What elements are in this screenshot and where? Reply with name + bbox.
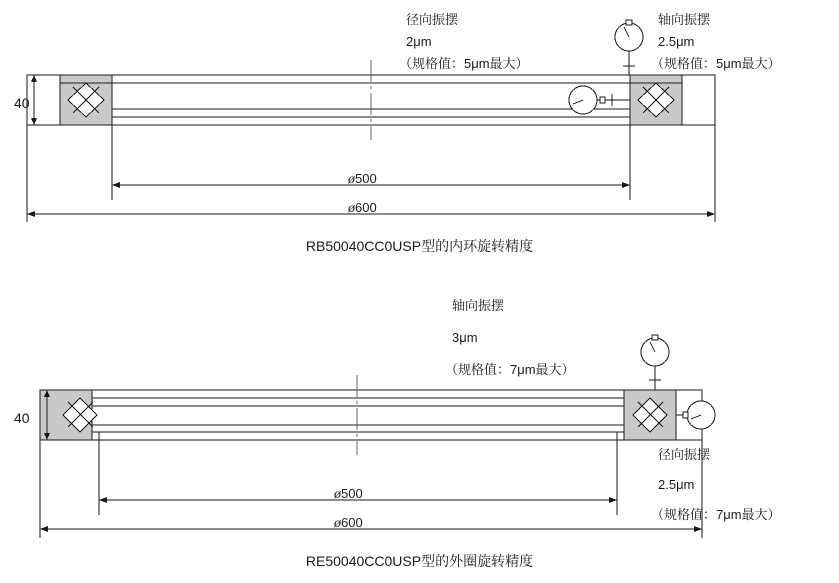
fig1-axial-title: 轴向振摆 xyxy=(658,12,711,27)
fig1-radial-title: 径向振摆 xyxy=(406,12,459,27)
fig1-dim-600 xyxy=(348,198,377,219)
fig1-axial-value: 2.5μm xyxy=(658,34,695,49)
fig2-radial-spec: （规格值：7μm最大） xyxy=(651,507,781,522)
figure-inner-ring-accuracy xyxy=(0,0,839,275)
fig2-height-dim-label: 40 xyxy=(14,410,30,426)
figure-outer-ring-accuracy xyxy=(0,280,839,583)
fig2-radial-value: 2.5μm xyxy=(658,477,695,492)
fig2-dim-500-value: 500 xyxy=(341,486,363,501)
fig2-drawing xyxy=(0,280,839,583)
fig1-dim-600-value: 600 xyxy=(355,200,377,215)
fig2-dim-600-symbol: ø xyxy=(334,516,341,531)
fig2-dim-600-value: 600 xyxy=(341,515,363,530)
fig1-drawing xyxy=(0,0,839,275)
fig1-height-dim-label: 40 xyxy=(14,95,30,111)
fig1-dim-500 xyxy=(348,169,377,190)
fig1-dim-500-value: 500 xyxy=(355,171,377,186)
fig1-radial-value: 2μm xyxy=(406,34,432,49)
fig1-dim-600-symbol: ø xyxy=(348,201,355,216)
fig2-axial-value: 3μm xyxy=(452,330,478,345)
fig2-dim-500-symbol: ø xyxy=(334,487,341,502)
fig2-radial-title: 径向振摆 xyxy=(658,447,711,462)
fig1-dim-500-symbol: ø xyxy=(348,172,355,187)
fig2-dim-600 xyxy=(334,513,363,534)
fig2-axial-title: 轴向振摆 xyxy=(452,298,505,313)
fig2-dim-500 xyxy=(334,484,363,505)
fig1-caption: RB50040CC0USP型的内环旋转精度 xyxy=(305,238,534,254)
fig1-axial-spec: （规格值：5μm最大） xyxy=(651,56,781,71)
fig1-radial-spec: （规格值：5μm最大） xyxy=(399,56,529,71)
fig2-axial-spec: （规格值：7μm最大） xyxy=(445,362,575,377)
fig2-caption: RE50040CC0USP型的外圈旋转精度 xyxy=(305,553,534,569)
